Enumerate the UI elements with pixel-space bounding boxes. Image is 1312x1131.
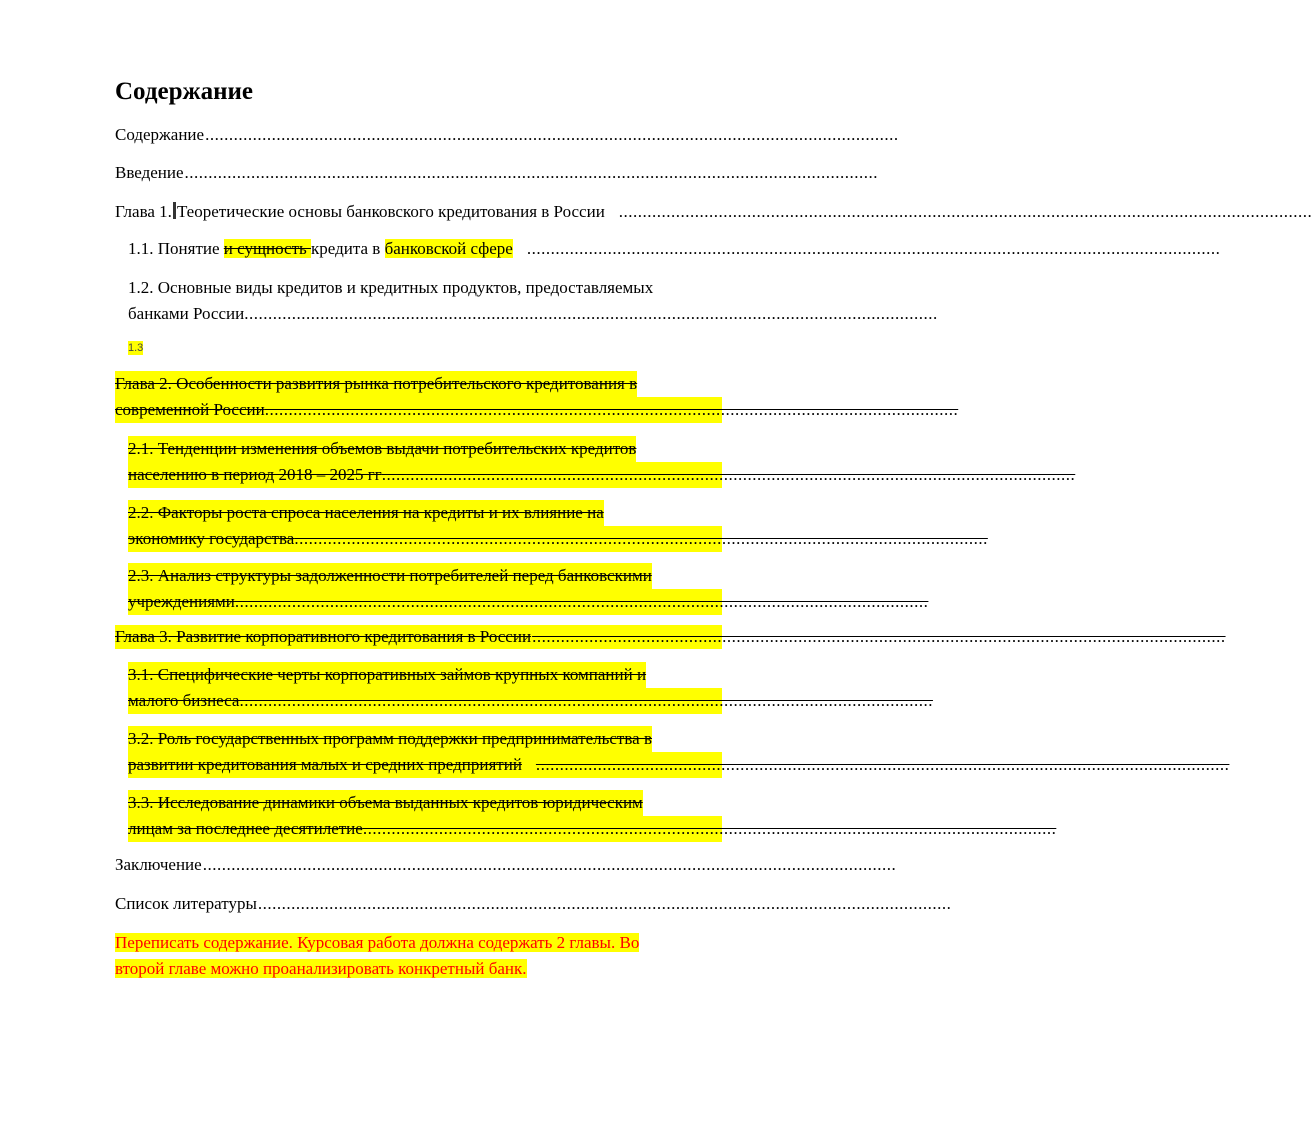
toc-entry-chapter-3[interactable] [115, 625, 1226, 649]
deleted-text: и сущность [223, 239, 312, 258]
toc-entry-label: Глава 2. Особенности развития рынка потребительского кредитования в [115, 371, 637, 397]
toc-entry-section-1-2[interactable] [128, 275, 938, 327]
toc-entry-label-cont: населению в период 2018 – 2025 гг [128, 465, 382, 484]
toc-leader-dots: .................................................................................................................................................. [234, 592, 929, 611]
toc-leader-dots: .................................................................................................................................................. [257, 894, 952, 913]
toc-leader-dots: .................................................................................................................................................. [381, 465, 1076, 484]
highlighted-text: банковской сфере [384, 239, 513, 258]
toc-entry-label: Содержание [115, 125, 205, 144]
toc-entry-label: 1.2. Основные виды кредитов и кредитных продуктов, предоставляемых [128, 278, 654, 297]
toc-entry-label-cont: развитии кредитования малых и средних предприятий [128, 755, 522, 774]
toc-entry-label: Заключение [115, 855, 202, 874]
toc-entry-section-3-3[interactable] [128, 790, 1057, 842]
toc-entry-section-1-1[interactable] [128, 237, 1221, 261]
toc-entry-label: 3.1. Специфические черты корпоративных займов крупных компаний и [128, 662, 646, 688]
toc-entry-label: 3.2. Роль государственных программ поддержки предпринимательства в [128, 726, 652, 752]
toc-entry-section-1-3[interactable]: 1.3 [128, 342, 144, 354]
toc-leader-dots: .................................................................................................................................................. [205, 125, 899, 144]
toc-entry-label: 2.2. Факторы роста спроса населения на кредиты и их влияние на [128, 500, 604, 526]
toc-leader-dots: .................................................................................................................................................. [184, 163, 879, 182]
toc-leader-dots: .................................................................................................................................................. [294, 529, 988, 548]
toc-leader-dots: .................................................................................................................................................. [526, 239, 1221, 258]
toc-entry-chapter-1[interactable] [115, 200, 1312, 224]
toc-entry-section-2-1[interactable] [128, 436, 1076, 488]
toc-entry-label: Глава 1. Теоретические основы банковского кредитования в России [115, 202, 605, 221]
toc-leader-dots: .................................................................................................................................................. [618, 202, 1312, 221]
toc-entry-label-cont: современной России [115, 400, 265, 419]
toc-leader-dots: .................................................................................................................................................. [264, 400, 959, 419]
toc-leader-dots: .................................................................................................................................................. [239, 691, 933, 710]
toc-leader-dots: .................................................................................................................................................. [244, 304, 938, 323]
toc-entry-label-cont: лицам за последнее десятилетие [128, 819, 363, 838]
toc-entry-label-cont: малого бизнеса [128, 691, 240, 710]
reviewer-note-line: Переписать содержание. Курсовая работа должна содержать 2 главы. Во [115, 933, 640, 952]
toc-entry-references[interactable] [115, 892, 952, 916]
toc-entry-conclusion[interactable] [115, 853, 897, 877]
toc-entry-label: 2.3. Анализ структуры задолженности потребителей перед банковскими [128, 563, 652, 589]
toc-leader-dots: .................................................................................................................................................. [202, 855, 897, 874]
reviewer-note-line: второй главе можно проанализировать конкретный банк. [115, 959, 527, 978]
text-cursor [173, 202, 176, 219]
toc-entry-label: 1.1. Понятие и сущность кредита в банковской сфере [128, 239, 513, 258]
toc-entry-label-cont: банками России [128, 304, 245, 323]
toc-entry-label: Введение [115, 163, 184, 182]
toc-entry-intro[interactable] [115, 161, 879, 185]
toc-entry-section-2-2[interactable] [128, 500, 988, 552]
toc-entry-contents[interactable] [115, 123, 899, 147]
toc-entry-label: Список литературы [115, 894, 257, 913]
toc-leader-dots: .................................................................................................................................................. [535, 755, 1230, 774]
toc-entry-label: Глава 3. Развитие корпоративного кредитования в России [115, 627, 532, 646]
toc-entry-label: 2.1. Тенденции изменения объемов выдачи потребительских кредитов [128, 436, 636, 462]
toc-entry-section-3-1[interactable] [128, 662, 933, 714]
page-title: Содержание [115, 78, 254, 105]
toc-entry-section-3-2[interactable] [128, 726, 1230, 778]
toc-entry-label-cont: экономику государства [128, 529, 295, 548]
toc-leader-dots: .................................................................................................................................................. [362, 819, 1057, 838]
reviewer-note [115, 930, 715, 982]
toc-entry-section-2-3[interactable] [128, 563, 929, 615]
toc-entry-chapter-2[interactable] [115, 371, 959, 423]
toc-leader-dots: .................................................................................................................................................. [532, 627, 1226, 646]
toc-entry-label-cont: учреждениями [128, 592, 235, 611]
toc-entry-label: 3.3. Исследование динамики объема выданных кредитов юридическим [128, 790, 643, 816]
